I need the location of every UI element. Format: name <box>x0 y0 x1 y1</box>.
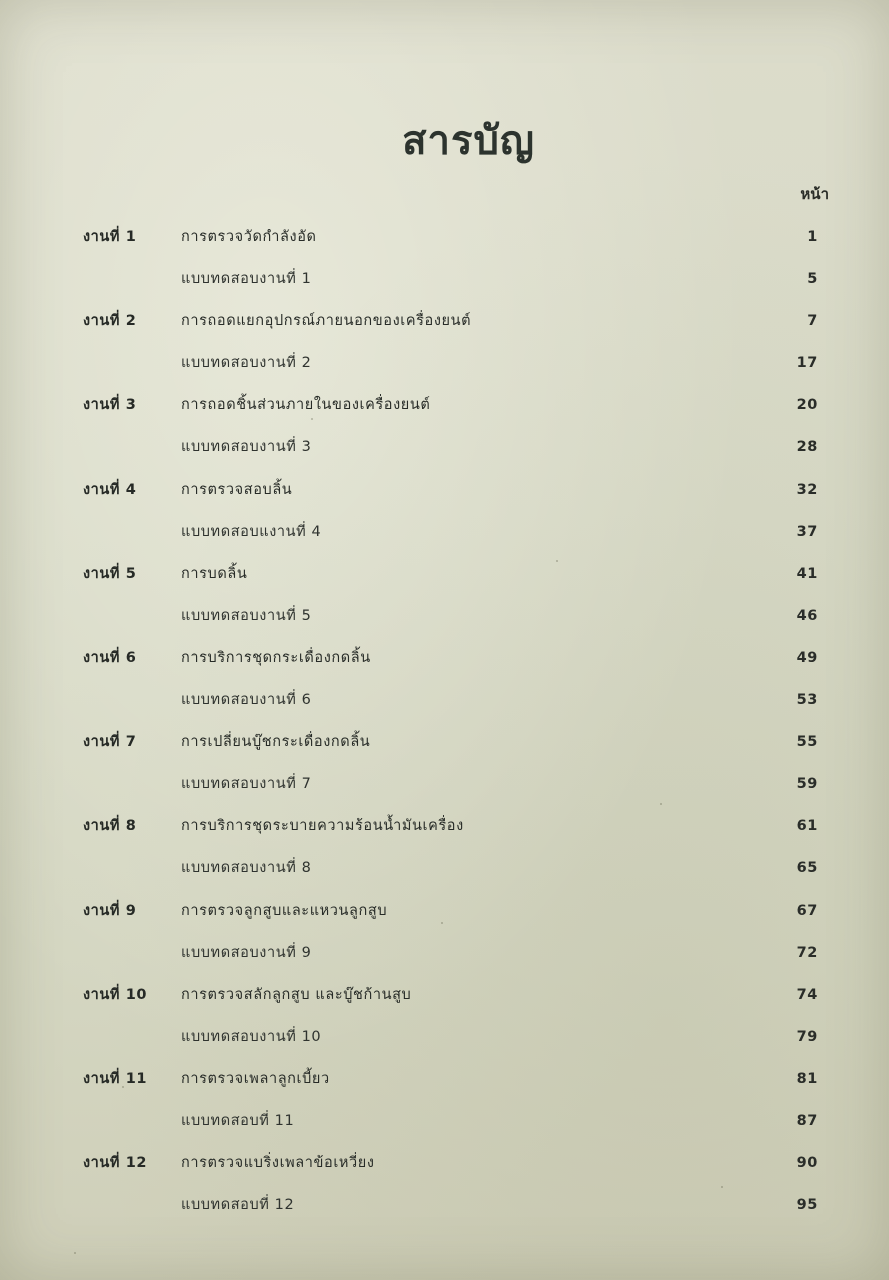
toc-quiz-row <box>83 853 818 895</box>
toc-entry-page-number: 74 <box>796 986 818 1003</box>
toc-entry-title: แบบทดสอบงานที่ 6 <box>181 692 312 709</box>
toc-entry-title: การถอดแยกอุปกรณ์ภายนอกของเครื่องยนต์ <box>181 313 472 330</box>
toc-quiz-row <box>83 1190 818 1232</box>
toc-entry-page-number: 81 <box>796 1070 818 1087</box>
toc-task-row <box>83 559 818 601</box>
toc-quiz-row <box>83 517 818 559</box>
toc-task-row <box>83 475 818 517</box>
toc-quiz-row <box>83 432 818 474</box>
toc-entry-title: การบดลิ้น <box>181 565 248 582</box>
toc-entry-page-number: 17 <box>796 355 818 372</box>
toc-entry-title: แบบทดสอบที่ 11 <box>181 1112 295 1129</box>
toc-quiz-row <box>83 264 818 306</box>
toc-entry-page-number: 37 <box>796 523 818 540</box>
page-title: สารบัญ <box>402 118 535 164</box>
toc-entry-page-number: 7 <box>807 313 818 330</box>
toc-task-row <box>83 222 818 264</box>
toc-entry-title: การเปลี่ยนบู๊ชกระเดื่องกดลิ้น <box>181 734 371 751</box>
toc-entry-number: งานที่ 10 <box>83 986 148 1003</box>
toc-task-row <box>83 390 818 432</box>
toc-entry-title: แบบทดสอบงานที่ 9 <box>181 944 312 961</box>
toc-entry-page-number: 90 <box>796 1155 818 1172</box>
toc-entry-page-number: 46 <box>796 607 818 624</box>
toc-entry-title: แบบทดสอบงานที่ 3 <box>181 439 312 456</box>
toc-quiz-row <box>83 685 818 727</box>
toc-entry-page-number: 61 <box>796 818 818 835</box>
toc-entry-number: งานที่ 7 <box>83 734 137 751</box>
toc-entry-title: การตรวจเพลาลูกเบี้ยว <box>181 1070 330 1087</box>
toc-entry-title: การถอดชิ้นส่วนภายในของเครื่องยนต์ <box>181 397 431 414</box>
toc-entry-page-number: 32 <box>796 481 818 498</box>
toc-entry-page-number: 20 <box>796 397 818 414</box>
toc-quiz-row <box>83 769 818 811</box>
toc-entry-page-number: 28 <box>796 439 818 456</box>
toc-entry-page-number: 72 <box>796 944 818 961</box>
toc-entry-title: การตรวจวัดกำลังอัด <box>181 229 317 245</box>
toc-entry-page-number: 59 <box>796 776 818 793</box>
toc-entry-number: งานที่ 4 <box>83 481 137 498</box>
toc-entry-title: การตรวจลูกสูบและแหวนลูกสูบ <box>181 902 388 919</box>
toc-task-row <box>83 306 818 348</box>
toc-entry-title: การบริการชุดกระเดื่องกดลิ้น <box>181 649 371 666</box>
toc-entry-number: งานที่ 8 <box>83 818 137 835</box>
toc-entry-title: การตรวจสอบลิ้น <box>181 481 293 498</box>
toc-entry-title: แบบทดสอบงานที่ 7 <box>181 776 312 793</box>
toc-entry-page-number: 41 <box>796 565 818 582</box>
toc-entry-number: งานที่ 5 <box>83 565 137 582</box>
toc-entry-title: แบบทดสอบที่ 12 <box>181 1197 295 1214</box>
toc-entry-page-number: 87 <box>796 1112 818 1129</box>
toc-entry-number: งานที่ 11 <box>83 1070 148 1087</box>
toc-entry-page-number: 49 <box>796 649 818 666</box>
toc-entry-number: งานที่ 6 <box>83 649 137 666</box>
toc-task-row <box>83 1148 818 1190</box>
toc-entry-page-number: 1 <box>807 229 818 245</box>
toc-entry-title: แบบทดสอบงานที่ 1 <box>181 271 312 288</box>
toc-entry-page-number: 65 <box>796 860 818 877</box>
toc-entry-number: งานที่ 1 <box>83 229 137 245</box>
toc-entry-number: งานที่ 12 <box>83 1155 148 1172</box>
toc-entry-page-number: 5 <box>807 271 818 288</box>
toc-entry-title: แบบทดสอบงานที่ 8 <box>181 860 312 877</box>
toc-task-row <box>83 727 818 769</box>
toc-entry-title: การตรวจแบริ่งเพลาข้อเหวี่ยง <box>181 1155 375 1172</box>
toc-quiz-row <box>83 938 818 980</box>
toc-task-row <box>83 1064 818 1106</box>
toc-entry-number: งานที่ 9 <box>83 902 137 919</box>
page-column-header: หน้า <box>800 185 829 203</box>
toc-quiz-row <box>83 1106 818 1148</box>
toc-task-row <box>83 980 818 1022</box>
toc-entry-page-number: 55 <box>796 734 818 751</box>
toc-entry-page-number: 67 <box>796 902 818 919</box>
toc-task-row <box>83 811 818 853</box>
toc-quiz-row <box>83 1022 818 1064</box>
toc-entry-title: การตรวจสลักลูกสูบ และบู๊ชก้านสูบ <box>181 986 412 1003</box>
toc-entry-page-number: 53 <box>796 692 818 709</box>
toc-entry-title: แบบทดสอบงานที่ 10 <box>181 1028 322 1045</box>
toc-entry-title: แบบทดสอบงานที่ 5 <box>181 607 312 624</box>
toc-quiz-row <box>83 601 818 643</box>
toc-entry-title: แบบทดสอบงานที่ 2 <box>181 355 312 372</box>
toc-entry-page-number: 95 <box>796 1197 818 1214</box>
toc-task-row <box>83 643 818 685</box>
toc-entry-title: การบริการชุดระบายความร้อนน้ำมันเครื่อง <box>181 818 464 835</box>
toc-entry-title: แบบทดสอบแงานที่ 4 <box>181 523 322 540</box>
table-of-contents <box>83 222 818 1232</box>
toc-task-row <box>83 896 818 938</box>
toc-entry-page-number: 79 <box>796 1028 818 1045</box>
toc-quiz-row <box>83 348 818 390</box>
toc-entry-number: งานที่ 3 <box>83 397 137 414</box>
toc-entry-number: งานที่ 2 <box>83 313 137 330</box>
